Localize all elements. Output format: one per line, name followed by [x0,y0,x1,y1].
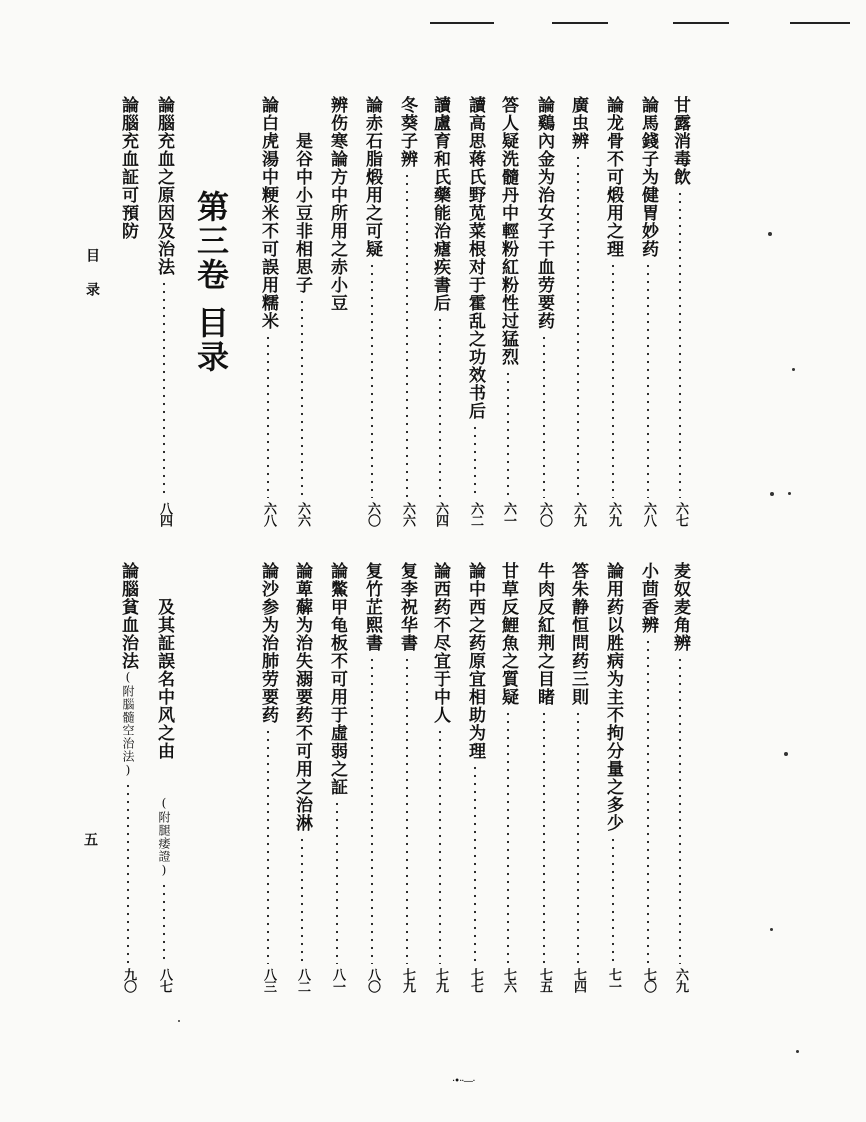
toc-entry [670,96,690,526]
leader-dots [679,656,681,964]
toc-entry-title: 及其証誤名中风之由 [154,598,174,760]
toc-entry [327,562,347,992]
toc-entry [465,562,485,992]
toc-entry-title: 論中西之药原宜相助为理 [465,562,485,760]
toc-entry-title: 讀盧育和氏藥能治瘧疾書后 [430,96,450,312]
leader-dots [301,298,303,498]
toc-entry-title: 論腦充血証可預防 [118,96,138,240]
toc-entry-page: 六九 [673,968,688,992]
leader-dots [647,638,649,964]
leader-dots [406,172,408,498]
toc-entry-page: 七九 [433,968,448,992]
leader-dots [163,882,165,964]
toc-entry-title: 論赤石脂煅用之可疑 [362,96,382,258]
leader-dots [507,370,509,498]
toc-entry [154,96,174,526]
leader-dots [163,280,165,498]
scan-speck [178,1020,180,1022]
scan-speck [796,1050,799,1053]
toc-entry [258,562,278,992]
toc-entry [498,562,518,992]
scan-speck [770,492,774,496]
scan-speck [788,492,791,495]
running-head [82,248,102,296]
toc-entry-note: (附腿痿證) [157,796,171,878]
scan-speck [770,928,773,931]
toc-entry [292,96,312,526]
toc-entry [362,562,382,992]
toc-entry [397,562,417,992]
leader-dots [612,836,614,964]
toc-entry [430,96,450,526]
toc-entry-title: 論沙参为治肺劳要药 [258,562,278,724]
toc-entry-title: 論西药不尽宜于中人 [430,562,450,724]
toc-entry-page: 八三 [261,968,276,992]
toc-entry-page: 六二 [468,502,483,526]
toc-entry [498,96,518,526]
toc-entry-page: 八〇 [365,968,380,992]
toc-entry-page: 七〇 [641,968,656,992]
leader-dots [474,424,476,498]
top-rule [430,22,494,24]
scan-speck [768,232,772,236]
leader-dots [474,764,476,964]
toc-entry [534,562,554,992]
toc-entry-title: 甘露消毒飲 [670,96,690,186]
toc-entry [258,96,278,526]
toc-entry-page: 六六 [400,502,415,526]
leader-dots [543,334,545,498]
toc-entry [118,562,138,992]
toc-entry [362,96,382,526]
running-head-a: 目 [84,248,100,262]
toc-entry-title: 論腦貧血治法 [118,562,138,670]
toc-entry-page: 六四 [433,502,448,526]
toc-entry-title: 冬葵子辨 [397,96,417,168]
toc-entry-page: 八一 [330,968,345,992]
toc-entry [534,96,554,526]
toc-entry [603,562,623,992]
toc-entry [638,562,658,992]
toc-entry-title: 辨伤寒論方中所用之赤小豆 [327,96,347,312]
toc-entry-page: 六八 [641,502,656,526]
leader-dots [336,800,338,964]
toc-entry-title: 廣虫辨 [568,96,588,150]
toc-entry-title: 答人疑洗髓丹中輕粉紅粉性过猛烈 [498,96,518,366]
scan-speck [784,752,788,756]
leader-dots [612,262,614,498]
toc-entry-page: 六七 [673,502,688,526]
toc-entry [118,96,138,526]
toc-entry-title: 論龙骨不可煅用之理 [603,96,623,258]
toc-entry [603,96,623,526]
toc-entry-page: 六九 [571,502,586,526]
toc-entry-title: 麦奴麦角辨 [670,562,690,652]
toc-entry-page: 八四 [157,502,172,526]
toc-entry-note: (附腦髓空治法) [121,670,135,778]
leader-dots [127,782,129,964]
toc-entry [327,96,347,526]
leader-dots [679,190,681,498]
toc-entry-page: 六九 [606,502,621,526]
scan-speck [792,368,795,371]
toc-entry-title: 是谷中小豆非相思子 [292,132,312,294]
toc-entry-page: 九〇 [121,968,136,992]
leader-dots [577,710,579,964]
leader-dots [439,316,441,498]
toc-entry [397,96,417,526]
toc-entry-page: 七四 [571,968,586,992]
page-number: 五 [82,832,98,846]
toc-entry-title: 复李祝华書 [397,562,417,652]
toc-entry-page: 七九 [400,968,415,992]
bottom-mark: ·•··—· [452,1076,475,1087]
toc-entry-title: 論萆薢为治失溺要药不可用之治淋 [292,562,312,832]
leader-dots [439,728,441,964]
toc-entry [568,96,588,526]
toc-entry-page: 八二 [295,968,310,992]
top-rule [673,22,729,24]
toc-entry-title: 讀高思蒋氏野苋菜根对于霍乱之功效书后 [465,96,485,420]
leader-dots [406,656,408,964]
toc-entry [638,96,658,526]
toc-entry-title: 小茴香辨 [638,562,658,634]
toc-entry-title: 甘草反鯉魚之質疑 [498,562,518,706]
leader-dots [301,836,303,964]
toc-entry [154,562,174,992]
toc-entry-page: 六一 [501,502,516,526]
toc-entry-title: 論鷄內金为治女子干血劳要药 [534,96,554,330]
contents-label: 目录 [192,306,230,374]
leader-dots [267,334,269,498]
toc-entry [465,96,485,526]
toc-entry-title: 复竹芷熙書 [362,562,382,652]
toc-entry [292,562,312,992]
leader-dots [507,710,509,964]
toc-entry [568,562,588,992]
leader-dots [371,262,373,498]
leader-dots [543,710,545,964]
toc-entry-page: 八七 [157,968,172,992]
toc-entry [430,562,450,992]
volume-title: 第三卷 [192,190,230,292]
volume-heading [188,190,234,374]
running-head-b: 录 [84,282,100,296]
toc-entry-title: 論腦充血之原因及治法 [154,96,174,276]
toc-entry-title: 論鱉甲龟板不可用于虛弱之証 [327,562,347,796]
toc-entry-page: 七七 [468,968,483,992]
leader-dots [647,262,649,498]
toc-entry-page: 六六 [295,502,310,526]
toc-entry-page: 七一 [606,968,621,992]
toc-entry [670,562,690,992]
leader-dots [577,154,579,498]
toc-entry-page: 六〇 [537,502,552,526]
toc-entry-title: 論用药以胜病为主不拘分量之多少 [603,562,623,832]
leader-dots [371,656,373,964]
toc-entry-page: 七五 [537,968,552,992]
toc-entry-page: 六八 [261,502,276,526]
toc-entry-title: 牛肉反紅荆之目睹 [534,562,554,706]
leader-dots [267,728,269,964]
toc-entry-page: 七六 [501,968,516,992]
toc-entry-title: 論白虎湯中粳米不可誤用糯米 [258,96,278,330]
toc-entry-title: 論馬錢子为健胃妙药 [638,96,658,258]
toc-entry-title: 答朱静恒問药三則 [568,562,588,706]
toc-entry-page: 六〇 [365,502,380,526]
top-rule [552,22,608,24]
top-rule [790,22,850,24]
